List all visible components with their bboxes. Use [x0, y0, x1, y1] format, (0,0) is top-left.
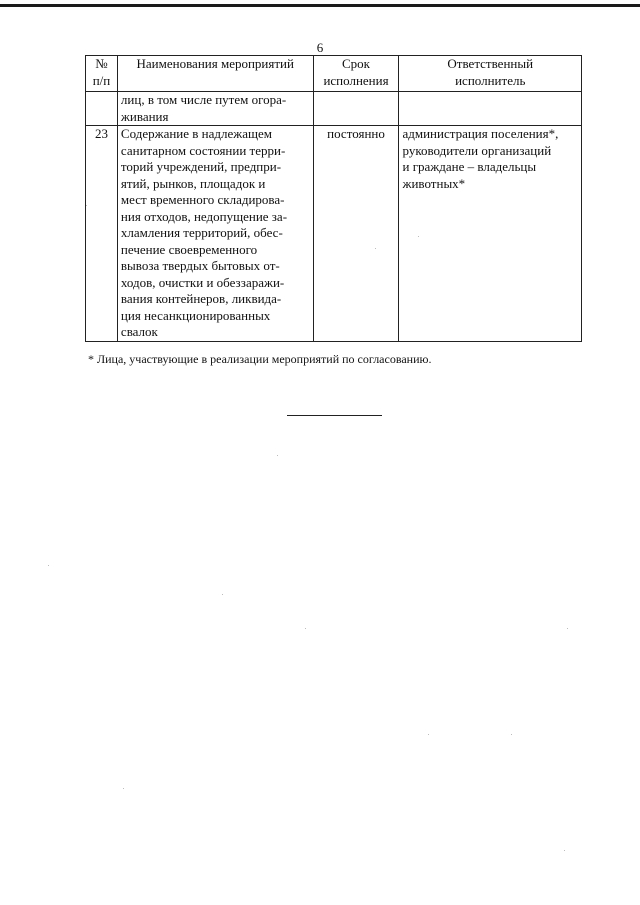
- table-row: [86, 126, 582, 342]
- scan-speck: [375, 248, 376, 249]
- scan-speck: [277, 455, 278, 456]
- scan-speck: [86, 205, 87, 206]
- row-deadline: постоянно: [313, 126, 399, 342]
- row-measure-name: Содержание в надлежащем санитарном состоянии терри- торий учреждений, предпри- ятий, рынков, площадок и мест временного складирова- ния отходов, недопущение за- хламления территорий, обес- печение своевременного вывоза твердых бытовых от- ходов, очистки и обеззаражи- вания контейнеров, ликвида- ция несанкционированных свалок: [117, 126, 313, 342]
- scan-speck: [428, 734, 429, 735]
- table-header-row: [86, 56, 582, 92]
- end-of-document-rule: [287, 415, 382, 416]
- row-number: [86, 92, 118, 126]
- scan-speck: [222, 594, 223, 595]
- row-responsible: администрация поселения*, руководители организаций и граждане – владельцы животных*: [399, 126, 582, 342]
- row-measure-name: лиц, в том числе путем огора- живания: [117, 92, 313, 126]
- scan-speck: [418, 236, 419, 237]
- row-deadline: [313, 92, 399, 126]
- page-number: 6: [316, 40, 324, 55]
- scan-speck: [511, 734, 512, 735]
- header-deadline: Срок исполнения: [313, 56, 399, 92]
- scan-speck: [48, 565, 49, 566]
- scan-speck: [123, 788, 124, 789]
- scan-speck: [567, 628, 568, 629]
- header-number: № п/п: [86, 56, 118, 92]
- header-measure-name: Наименования мероприятий: [117, 56, 313, 92]
- top-border-rule: [0, 4, 640, 7]
- table-row: [86, 92, 582, 126]
- scan-speck: [305, 628, 306, 629]
- footnote: * Лица, участвующие в реализации мероприятий по согласованию.: [88, 352, 432, 366]
- row-number: 23: [86, 126, 118, 342]
- measures-table: [85, 55, 582, 342]
- header-responsible: Ответственный исполнитель: [399, 56, 582, 92]
- row-responsible: [399, 92, 582, 126]
- scan-speck: [564, 850, 565, 851]
